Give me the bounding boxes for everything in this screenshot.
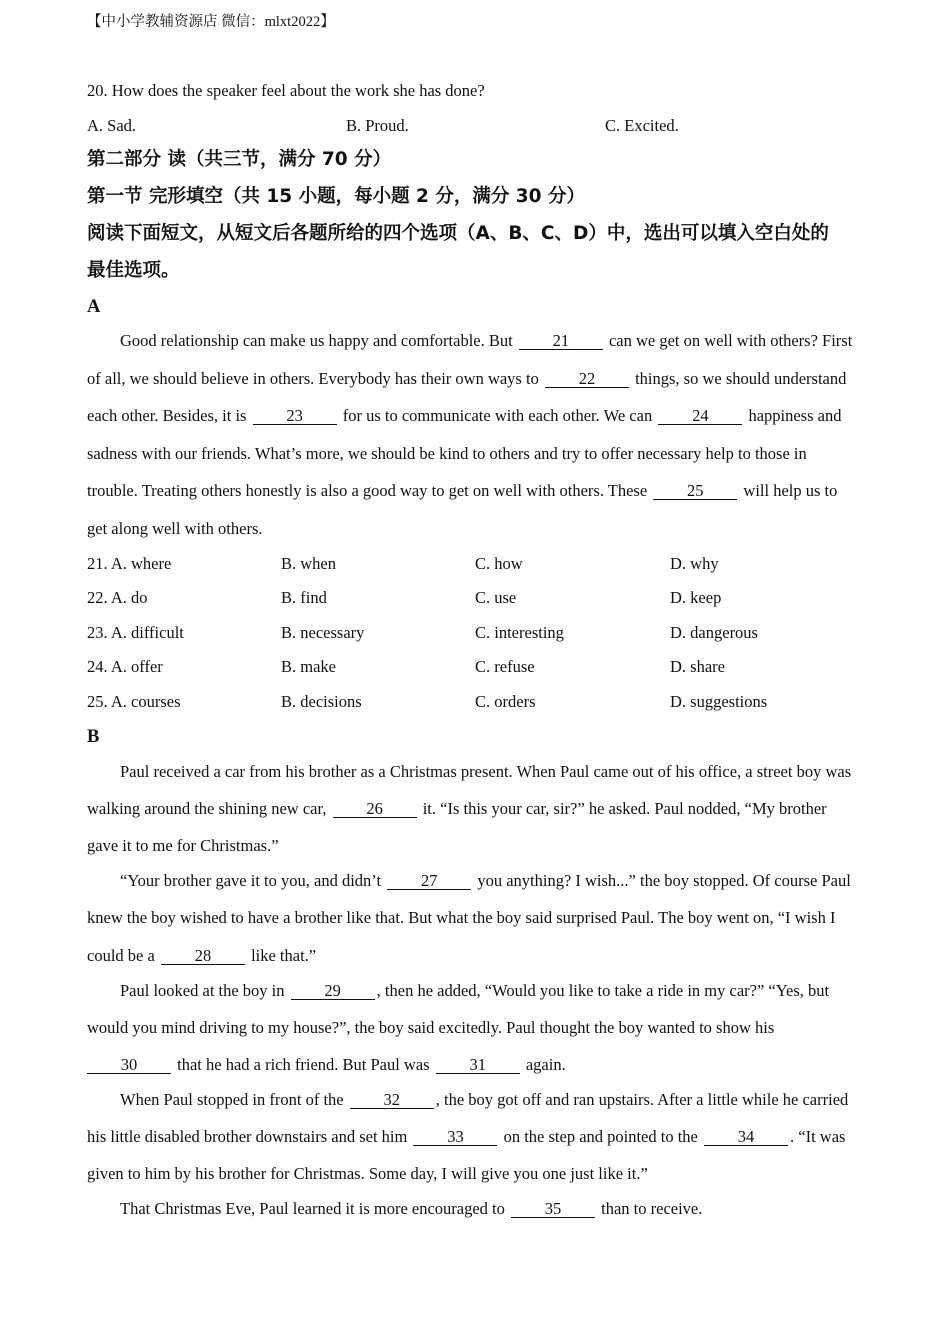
blank-29: 29 bbox=[291, 983, 375, 1000]
passage-a-line: sadness with our friends. What’s more, we should be kind to others and try to offer necessary help to those in bbox=[87, 444, 807, 463]
blank-31: 31 bbox=[436, 1057, 520, 1074]
passage-a-line: Good relationship can make us happy and comfortable. But 21 can we get on well with others? First bbox=[120, 331, 853, 350]
option-23-d: D. dangerous bbox=[670, 623, 758, 642]
passage-a-line: of all, we should believe in others. Everybody has their own ways to 22 things, so we should understand bbox=[87, 369, 847, 388]
instruction-line-1: 阅读下面短文，从短文后各题所给的四个选项（A、B、C、D）中，选出可以填入空白处的 bbox=[87, 223, 829, 244]
passage-b-line: Paul received a car from his brother as a Christmas present. When Paul came out of his office, a street boy was bbox=[120, 762, 852, 781]
blank-23: 23 bbox=[253, 408, 337, 425]
blank-24: 24 bbox=[658, 408, 742, 425]
passage-b-line: That Christmas Eve, Paul learned it is more encouraged to 35 than to receive. bbox=[120, 1199, 703, 1218]
blank-34: 34 bbox=[704, 1129, 788, 1146]
part2-title: 第二部分 读（共三节，满分 70 分） bbox=[87, 149, 392, 170]
q20-option-b: B. Proud. bbox=[346, 116, 409, 135]
option-23-a: 23. A. difficult bbox=[87, 623, 184, 642]
passage-b-line: knew the boy wished to have a brother like that. But what the boy said surprised Paul. The boy went on, “I wish I bbox=[87, 908, 836, 927]
option-25-b: B. decisions bbox=[281, 692, 362, 711]
blank-30: 30 bbox=[87, 1057, 171, 1074]
question-20: 20. How does the speaker feel about the work she has done? bbox=[87, 81, 485, 100]
blank-26: 26 bbox=[333, 801, 417, 818]
section1-title: 第一节 完形填空（共 15 小题，每小题 2 分，满分 30 分） bbox=[87, 186, 585, 207]
passage-a-line: get along well with others. bbox=[87, 519, 263, 538]
passage-b-line: his little disabled brother downstairs and set him 33 on the step and pointed to the 34 . “It was bbox=[87, 1127, 846, 1146]
passage-b-line: Paul looked at the boy in 29 , then he added, “Would you like to take a ride in my car?” “Yes, but bbox=[120, 981, 830, 1000]
option-25-d: D. suggestions bbox=[670, 692, 768, 711]
passage-b-line: “Your brother gave it to you, and didn’t 27 you anything? I wish...” the boy stopped. Of course Paul bbox=[120, 871, 851, 890]
blank-21: 21 bbox=[519, 333, 603, 350]
blank-35: 35 bbox=[511, 1201, 595, 1218]
passage-b-line: given to him by his brother for Christmas. Some day, I will give you one just like it.” bbox=[87, 1164, 648, 1183]
option-23-c: C. interesting bbox=[475, 623, 564, 642]
passage-a-line: trouble. Treating others honestly is also a good way to get on well with others. These 25 will help us to bbox=[87, 481, 838, 500]
blank-22: 22 bbox=[545, 371, 629, 388]
blank-32: 32 bbox=[350, 1092, 434, 1109]
option-25-c: C. orders bbox=[475, 692, 536, 711]
option-21-d: D. why bbox=[670, 554, 719, 573]
option-22-a: 22. A. do bbox=[87, 588, 148, 607]
blank-33: 33 bbox=[413, 1129, 497, 1146]
passage-b-line: could be a 28 like that.” bbox=[87, 946, 317, 965]
option-21-c: C. how bbox=[475, 554, 523, 573]
option-22-d: D. keep bbox=[670, 588, 722, 607]
passage-b-line: walking around the shining new car, 26 it. “Is this your car, sir?” he asked. Paul nodded, “My brother bbox=[87, 799, 827, 818]
q20-option-a: A. Sad. bbox=[87, 116, 137, 135]
passage-a-line: each other. Besides, it is 23 for us to communicate with each other. We can 24 happiness and bbox=[87, 406, 842, 425]
blank-25: 25 bbox=[653, 483, 737, 500]
passage-b-line: gave it to me for Christmas.” bbox=[87, 836, 279, 855]
passage-b-line: When Paul stopped in front of the 32 , the boy got off and ran upstairs. After a little while he carried bbox=[120, 1090, 849, 1109]
option-24-a: 24. A. offer bbox=[87, 657, 163, 676]
option-21-a: 21. A. where bbox=[87, 554, 172, 573]
option-25-a: 25. A. courses bbox=[87, 692, 181, 711]
passage-a-label: A bbox=[87, 297, 101, 317]
option-24-c: C. refuse bbox=[475, 657, 535, 676]
option-22-c: C. use bbox=[475, 588, 517, 607]
passage-b-line: would you mind driving to my house?”, the boy said excitedly. Paul thought the boy wanted to show his bbox=[87, 1018, 775, 1037]
blank-27: 27 bbox=[387, 873, 471, 890]
passage-b-line: 30 that he had a rich friend. But Paul was 31 again. bbox=[87, 1055, 566, 1075]
option-22-b: B. find bbox=[281, 588, 327, 607]
passage-b-label: B bbox=[87, 727, 100, 747]
blank-28: 28 bbox=[161, 948, 245, 965]
instruction-line-2: 最佳选项。 bbox=[87, 260, 180, 281]
page-header: 【中小学教辅资源店 微信：mlxt2022】 bbox=[87, 14, 335, 30]
q20-option-c: C. Excited. bbox=[605, 116, 679, 135]
option-21-b: B. when bbox=[281, 554, 336, 573]
option-23-b: B. necessary bbox=[281, 623, 365, 642]
option-24-b: B. make bbox=[281, 657, 336, 676]
option-24-d: D. share bbox=[670, 657, 725, 676]
